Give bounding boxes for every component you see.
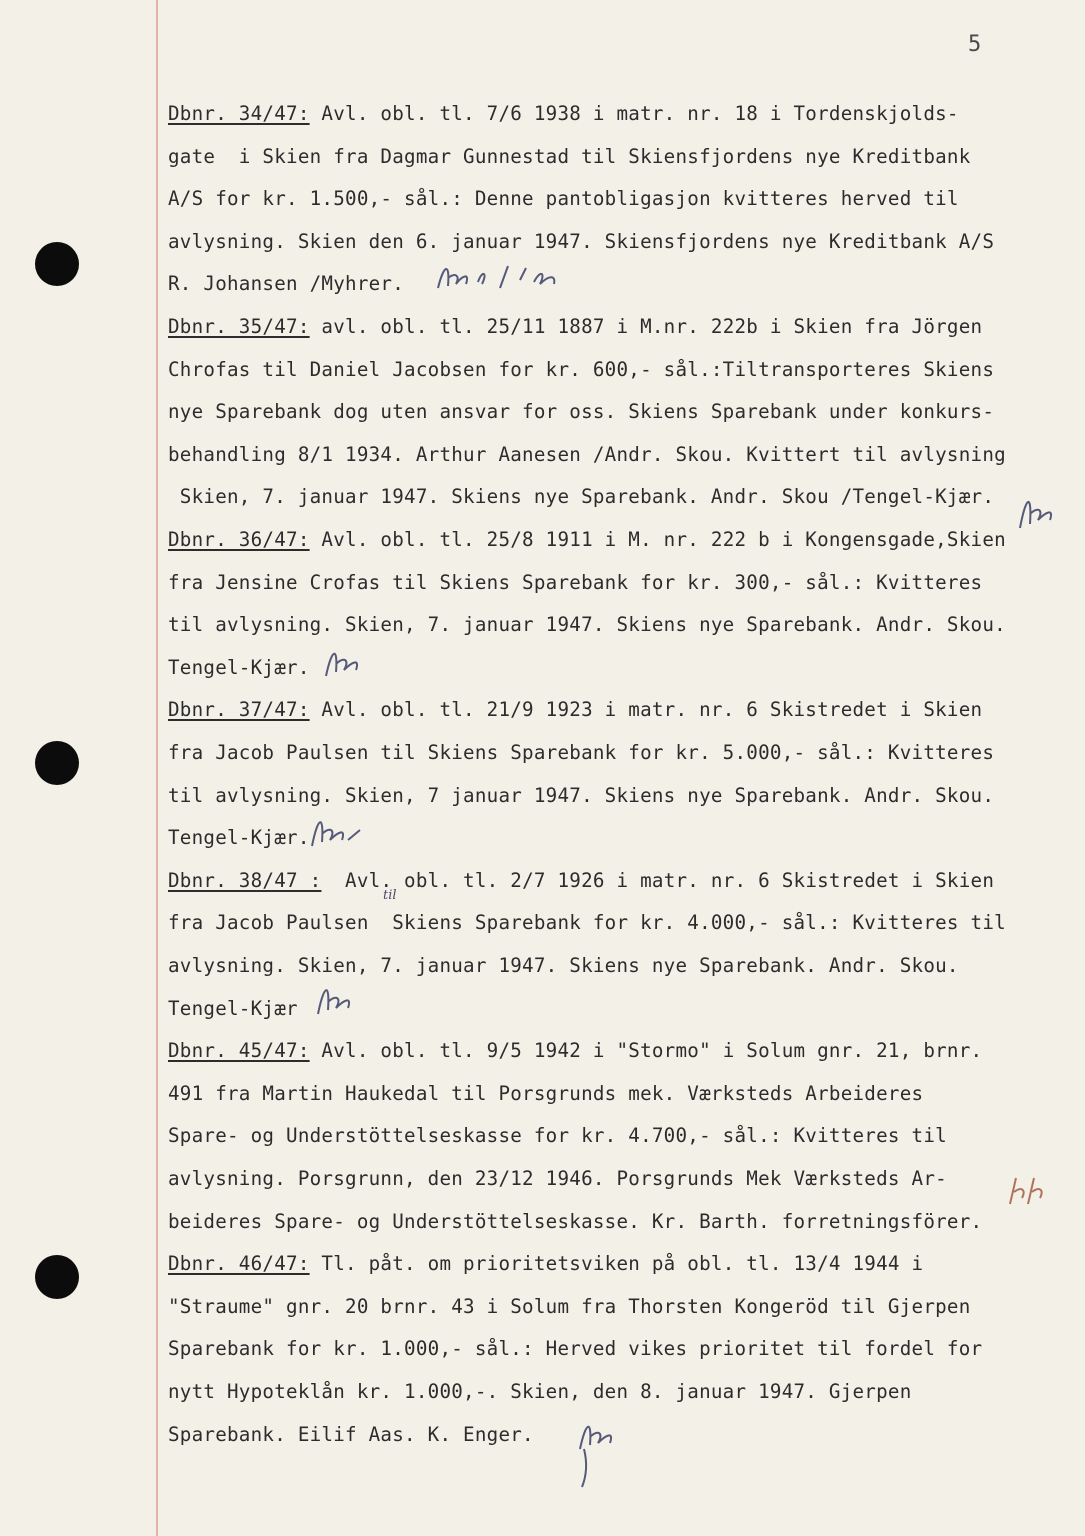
ledger-line	[168, 231, 994, 253]
ledger-line	[168, 103, 959, 125]
entry-text: Skien, 7. januar 1947. Skiens nye Sparebank. Andr. Skou /Tengel-Kjær.	[168, 485, 995, 508]
ledger-line	[168, 785, 994, 807]
signature-mark	[310, 978, 360, 1020]
ledger-line	[168, 827, 310, 849]
entry-text: R. Johansen /Myhrer.	[168, 272, 405, 295]
ledger-line	[168, 1338, 982, 1360]
ledger-line	[168, 444, 1006, 466]
entry-text: avlysning. Porsgrunn, den 23/12 1946. Porsgrunds Mek Værksteds Ar-	[168, 1167, 947, 1190]
margin-rule	[156, 0, 158, 1536]
ledger-line	[168, 359, 994, 381]
entry-text: fra Jacob Paulsen til Skiens Sparebank for kr. 5.000,- sål.: Kvitteres	[168, 741, 995, 764]
ledger-line	[168, 657, 310, 679]
entry-text: Avl. obl. tl. 7/6 1938 i matr. nr. 18 i Tordenskjolds-	[309, 102, 959, 125]
ledger-line	[168, 572, 982, 594]
ledger-line	[168, 912, 1006, 934]
entry-text: Sparebank for kr. 1.000,- sål.: Herved vikes prioritet til fordel for	[168, 1337, 983, 1360]
entry-text: til avlysning. Skien, 7. januar 1947. Skiens nye Sparebank. Andr. Skou.	[168, 613, 1006, 636]
ledger-line	[168, 742, 994, 764]
ledger-line	[168, 1381, 912, 1403]
signature-mark	[318, 642, 374, 682]
ledger-line	[168, 1211, 982, 1233]
entry-reference: Dbnr. 37/47:	[168, 698, 310, 721]
entry-text: nytt Hypoteklån kr. 1.000,-. Skien, den 8. januar 1947. Gjerpen	[168, 1380, 912, 1403]
punch-hole	[35, 242, 79, 286]
page-number: 5	[968, 32, 982, 57]
punch-hole	[35, 741, 79, 785]
entry-text: beideres Spare- og Understöttelseskasse. Kr. Barth. forretningsförer.	[168, 1210, 983, 1233]
ledger-line	[168, 1168, 947, 1190]
signature-mark	[1010, 488, 1060, 534]
entry-text: A/S for kr. 1.500,- sål.: Denne pantobligasjon kvitteres herved til	[168, 187, 959, 210]
ledger-line	[168, 699, 982, 721]
signature-mark	[570, 1415, 624, 1491]
ledger-line	[168, 188, 959, 210]
entry-text: til avlysning. Skien, 7 januar 1947. Skiens nye Sparebank. Andr. Skou.	[168, 784, 995, 807]
entry-text: Tengel-Kjær.	[168, 656, 310, 679]
ledger-line	[168, 273, 404, 295]
ledger-line	[168, 1040, 982, 1062]
ledger-line	[168, 955, 959, 977]
ledger-line	[168, 870, 994, 892]
signature-mark	[430, 258, 600, 294]
entry-text: "Straume" gnr. 20 brnr. 43 i Solum fra Thorsten Kongeröd til Gjerpen	[168, 1295, 971, 1318]
punch-hole	[35, 1255, 79, 1299]
entry-text: gate i Skien fra Dagmar Gunnestad til Skiensfjordens nye Kreditbank	[168, 145, 971, 168]
entry-text: Avl. obl. tl. 21/9 1923 i matr. nr. 6 Skistredet i Skien	[309, 698, 983, 721]
entry-reference: Dbnr. 35/47:	[168, 315, 310, 338]
ledger-line	[168, 1296, 971, 1318]
entry-reference: Dbnr. 46/47:	[168, 1252, 310, 1275]
entry-text: Avl. obl. tl. 9/5 1942 i "Stormo" i Solum gnr. 21, brnr.	[309, 1039, 983, 1062]
entry-text: nye Sparebank dog uten ansvar for oss. Skiens Sparebank under konkurs-	[168, 400, 995, 423]
entry-text: avlysning. Skien, 7. januar 1947. Skiens nye Sparebank. Andr. Skou.	[168, 954, 959, 977]
ledger-line	[168, 316, 982, 338]
entry-text: fra Jacob Paulsen Skiens Sparebank for kr. 4.000,- sål.: Kvitteres til	[168, 911, 1006, 934]
ledger-line	[168, 401, 994, 423]
entry-text: Tengel-Kjær.	[168, 826, 310, 849]
ledger-line	[168, 1253, 923, 1275]
entry-text: Chrofas til Daniel Jacobsen for kr. 600,- sål.:Tiltransporteres Skiens	[168, 358, 995, 381]
ledger-line	[168, 1424, 534, 1446]
entry-text: fra Jensine Crofas til Skiens Sparebank for kr. 300,- sål.: Kvitteres	[168, 571, 983, 594]
entry-text: Avl. obl. tl. 2/7 1926 i matr. nr. 6 Skistredet i Skien	[321, 869, 995, 892]
ledger-line	[168, 614, 1006, 636]
ledger-line	[168, 486, 994, 508]
ledger-line	[168, 529, 1006, 551]
ledger-line	[168, 1083, 923, 1105]
entry-text: Sparebank. Eilif Aas. K. Enger.	[168, 1423, 534, 1446]
entry-text: behandling 8/1 1934. Arthur Aanesen /Andr. Skou. Kvittert til avlysning	[168, 443, 1006, 466]
entry-text: Spare- og Understöttelseskasse for kr. 4.700,- sål.: Kvitteres til	[168, 1124, 947, 1147]
ledger-line	[168, 998, 298, 1020]
ledger-line	[168, 146, 971, 168]
handwritten-insertion: til	[383, 888, 397, 903]
entry-text: Avl. obl. tl. 25/8 1911 i M. nr. 222 b i Kongensgade,Skien	[309, 528, 1006, 551]
entry-text: Tengel-Kjær	[168, 997, 298, 1020]
ledger-line	[168, 1125, 947, 1147]
signature-mark	[1002, 1170, 1046, 1210]
entry-reference: Dbnr. 36/47:	[168, 528, 310, 551]
entry-reference: Dbnr. 45/47:	[168, 1039, 310, 1062]
entry-reference: Dbnr. 38/47 :	[168, 869, 322, 892]
entry-reference: Dbnr. 34/47:	[168, 102, 310, 125]
signature-mark	[304, 810, 368, 852]
entry-text: 491 fra Martin Haukedal til Porsgrunds mek. Værksteds Arbeideres	[168, 1082, 924, 1105]
entry-text: avl. obl. tl. 25/11 1887 i M.nr. 222b i Skien fra Jörgen	[309, 315, 983, 338]
entry-text: Tl. påt. om prioritetsviken på obl. tl. 13/4 1944 i	[309, 1252, 924, 1275]
entry-text: avlysning. Skien den 6. januar 1947. Skiensfjordens nye Kreditbank A/S	[168, 230, 995, 253]
